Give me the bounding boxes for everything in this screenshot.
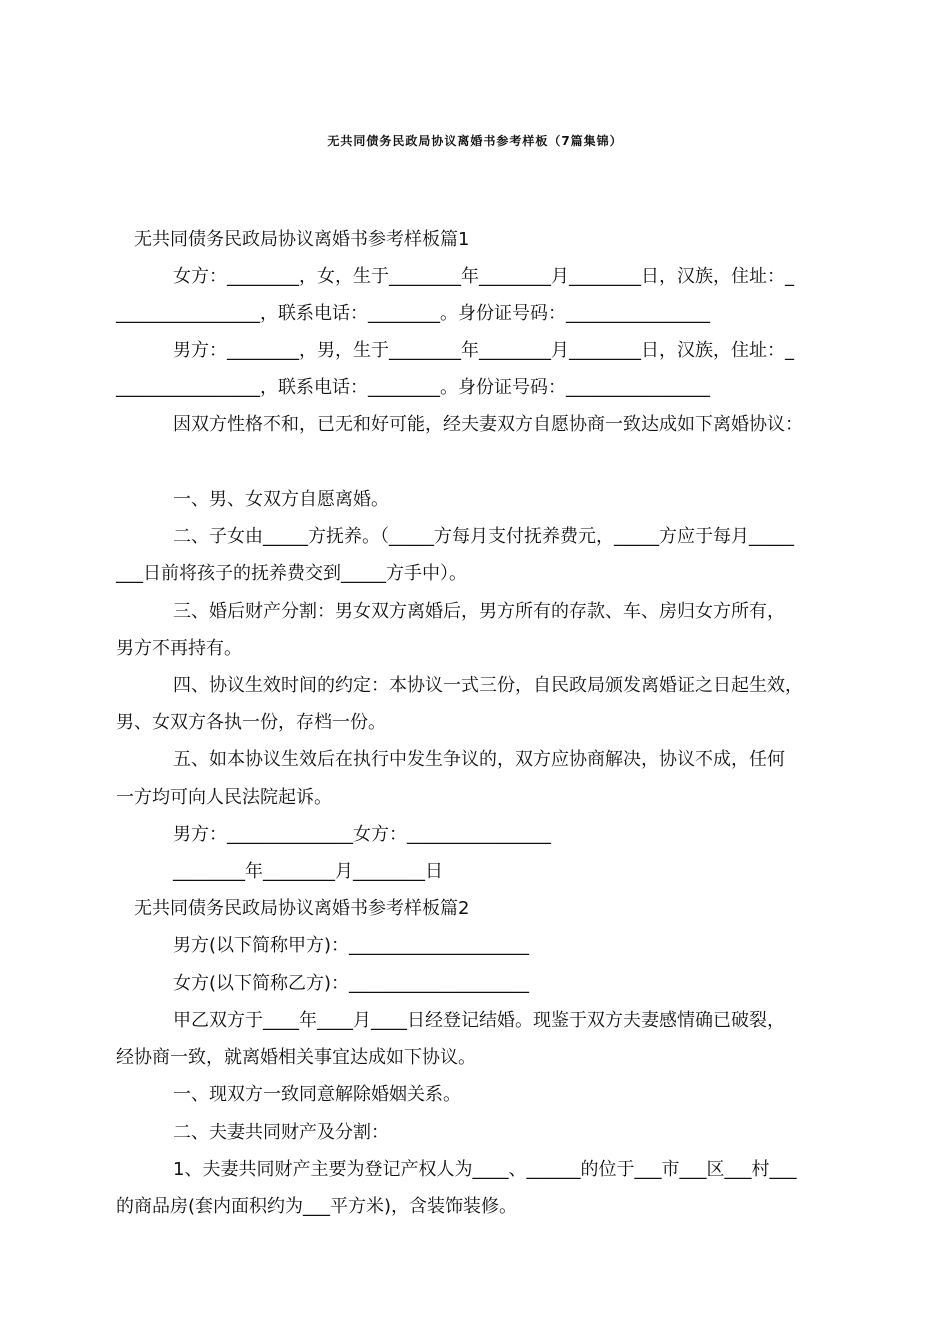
paragraph-line: 女方：________，女，生于________年________月________日，汉族，住址：_: [173, 266, 794, 287]
paragraph-line: 一、男、女双方自愿离婚。: [173, 489, 389, 510]
paragraph-line: 男方：________，男，生于________年________月________日，汉族，住址：_: [173, 340, 794, 361]
paragraph-line: 男方(以下简称甲方)：____________________: [173, 935, 530, 956]
paragraph-line: 一方均可向人民法院起诉。: [116, 787, 332, 808]
paragraph-line: 甲乙双方于____年____月____日经登记结婚。现鉴于双方夫妻感情确已破裂，: [173, 1010, 785, 1031]
paragraph-line: 男、女双方各执一份，存档一份。: [116, 712, 386, 733]
paragraph-line: 经协商一致，就离婚相关事宜达成如下协议。: [116, 1047, 476, 1068]
document-title: 无共同债务民政局协议离婚书参考样板（7篇集锦）: [327, 134, 623, 148]
section-heading-1: 无共同债务民政局协议离婚书参考样板篇1: [134, 229, 470, 250]
paragraph-line: 女方(以下简称乙方)：____________________: [173, 973, 530, 994]
section-heading-2: 无共同债务民政局协议离婚书参考样板篇2: [134, 898, 470, 919]
paragraph-line: 二、夫妻共同财产及分割：: [173, 1122, 389, 1143]
paragraph-line: 男方不再持有。: [116, 638, 242, 659]
paragraph-line: 的商品房(套内面积约为___平方米)，含装饰装修。: [116, 1196, 518, 1217]
paragraph-line: 二、子女由_____方抚养。（_____方每月支付抚养费元，_____方应于每月_____: [173, 526, 794, 547]
paragraph-line: ________________，联系电话：________。身份证号码：________________: [116, 377, 710, 398]
paragraph-line: 五、如本协议生效后在执行中发生争议的，双方应协商解决，协议不成，任何: [173, 749, 785, 770]
paragraph-line: ___日前将孩子的抚养费交到_____方手中）。: [116, 563, 467, 584]
date-line: ________年________月________日: [173, 861, 443, 882]
paragraph-line: ________________，联系电话：________。身份证号码：________________: [116, 303, 710, 324]
signature-line: 男方：______________女方：________________: [173, 824, 551, 845]
paragraph-line: 三、婚后财产分割：男女双方离婚后，男方所有的存款、车、房归女方所有，: [173, 601, 785, 622]
paragraph-line: 一、现双方一致同意解除婚姻关系。: [173, 1084, 461, 1105]
paragraph-line: 因双方性格不和，已无和好可能，经夫妻双方自愿协商一致达成如下离婚协议：: [173, 414, 803, 435]
paragraph-line: 四、协议生效时间的约定：本协议一式三份，自民政局颁发离婚证之日起生效，: [173, 675, 803, 696]
paragraph-line: 1、夫妻共同财产主要为登记产权人为____、______的位于___市___区___村___: [173, 1159, 797, 1180]
